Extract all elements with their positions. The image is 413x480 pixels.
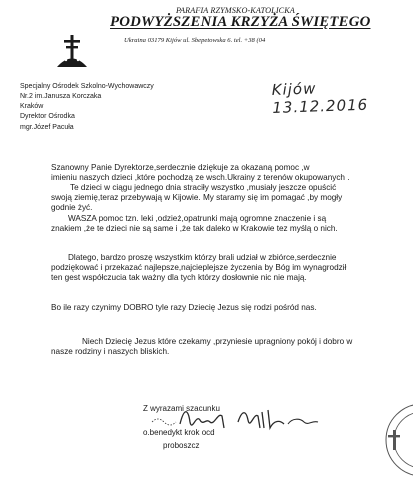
recipient-line: Kraków	[20, 103, 44, 110]
place-date: Kijów 13.12.2016	[271, 79, 369, 117]
body-line: znakiem ,że te dzieci nie są same i ,że tak daleko w Krakowie tez myślą o nich.	[51, 224, 338, 233]
recipient-line: Dyrektor Ośrodka	[20, 113, 75, 120]
signer-title: proboszcz	[163, 441, 200, 450]
church-address: Ukraina 03179 Kijów ul. Sbepetowska 6. tel. +38 (04	[124, 37, 266, 44]
church-title: PODWYŻSZENIA KRZYŻA ŚWIĘTEGO	[110, 14, 371, 30]
cross-on-hill-icon	[57, 33, 87, 67]
body-line: Bo ile razy czynimy DOBRO tyle razy Dziecię Jezus się rodzi pośród nas.	[51, 303, 317, 312]
body-line: Szanowny Panie Dyrektorze,serdecznie dziękuje za okazaną pomoc ,w	[51, 163, 310, 172]
body-line: Te dzieci w ciągu jednego dnia straciły wszystko ,musiały jeszcze opuścić	[70, 183, 337, 192]
parish-name: PARAFIA RZYMSKO-KATOLICKA	[176, 6, 295, 15]
body-line: nasze rodziny i naszych bliskich.	[51, 347, 170, 356]
body-line: swoją ziemię,teraz przebywają w Kijowie. My staramy się im pomagać ,by mogły	[51, 193, 343, 202]
recipient-line: Nr.2 im.Janusza Korczaka	[20, 93, 102, 100]
closing-salutation: Z wyrazami szacunku	[143, 404, 220, 413]
body-line: Dlatego, bardzo proszę wszystkim którzy brali udział w zbiórce,serdecznie	[68, 253, 337, 262]
recipient-line: mgr.Józef Pacuła	[20, 124, 74, 131]
signer-name: o.benedykt krok ocd	[143, 428, 215, 437]
body-line: podziękować i przekazać najlepsze,najcieplejsze życzenia by Bóg im wynagrodził	[51, 263, 347, 272]
body-line: Niech Dziecię Jezus które czekamy ,przyniesie upragniony pokój i dobro w	[82, 337, 353, 346]
body-line: godnie żyć.	[51, 203, 93, 212]
body-line: ten gest współczucia tak ważny dla tych którzy dosłownie nic nie mają.	[51, 273, 307, 282]
body-line: imieniu naszych dzieci ,które pochodzą ze wsch.Ukrainy z terenów okupowanych .	[51, 173, 350, 182]
parish-stamp	[382, 400, 413, 480]
recipient-line: Specjalny Ośrodek Szkolno-Wychowawczy	[20, 83, 154, 90]
body-line: WASZA pomoc tzn. leki ,odzież,opatrunki mają ogromne znaczenie i są	[68, 214, 327, 223]
